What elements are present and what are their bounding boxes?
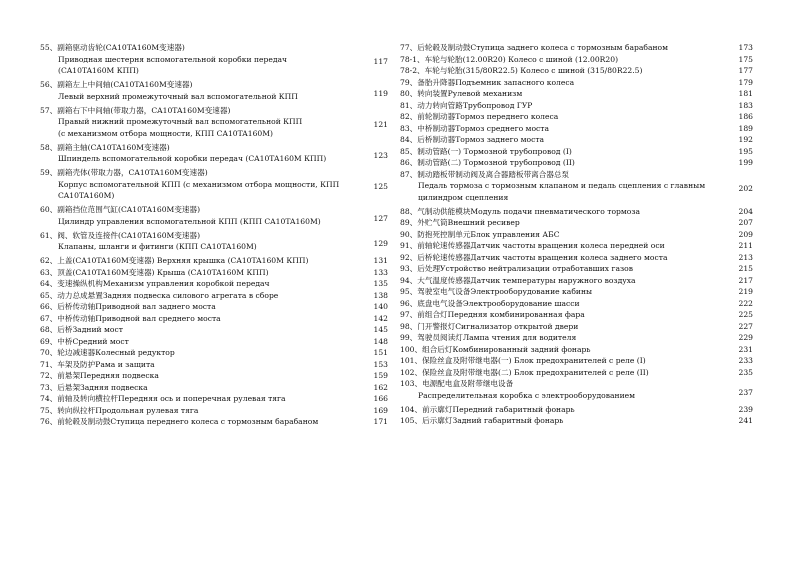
toc-page-number: 215 [738,264,753,273]
toc-page-number: 131 [373,256,388,265]
toc-entry [40,382,388,394]
toc-entry [40,255,388,267]
toc-entry-title: 94、大气温度传感器Датчик температуры наружного воздуха [400,275,636,285]
toc-page-number: 153 [373,359,388,369]
toc-entry-title: 69、中桥Средний мост [40,336,129,346]
toc-entry-translation: Корпус вспомогательной КПП (с механизмом отбора мощности, КПП [58,179,340,189]
toc-entry-title: 95、驾驶室电气设备Электрооборудование кабины [400,287,593,296]
toc-entry [40,105,388,140]
toc-entry-title: 78-2、车轮与轮胎(315/80R22.5) Колесо с шиной (315/80R22.5) [400,66,643,75]
toc-page-number: 207 [738,218,753,227]
toc-page-number: 195 [738,146,753,156]
toc-entry [40,336,388,348]
toc-entry [400,169,753,204]
toc-page-number: 145 [373,325,388,334]
toc-entry [400,146,753,158]
toc-page-number: 233 [738,356,753,365]
toc-entry-translation: Клапаны, шланги и фитинги (КПП CA10TA160M) [58,242,257,251]
toc-entry [400,111,753,123]
toc-column-right [400,42,753,427]
toc-page-number: 133 [373,267,388,277]
toc-entry [40,313,388,325]
toc-page-number: 138 [373,290,388,300]
toc-column-left [40,42,388,428]
toc-entry-title: 77、后轮毂及制动鼓Ступица заднего колеса с тормозным барабаном [400,43,669,52]
toc-page-number: 183 [738,100,753,110]
toc-page-number: 169 [373,405,388,415]
toc-entry [400,42,753,54]
toc-entry-title: 105、后示廓灯Задний габаритный фонарь [400,416,564,425]
toc-entry-title: 71、车架及防护Рама и защита [40,359,155,369]
toc-entry-title: 92、后桥轮速传感器Датчик частоты вращения колеса заднего моста [400,252,668,262]
toc-page-number: 123 [373,151,388,160]
toc-entry-translation: (с механизмом отбора мощности, КПП CA10TA160M) [58,128,273,138]
toc-entry [40,393,388,405]
toc-page-number: 135 [373,279,388,288]
toc-page-number: 219 [738,287,753,296]
toc-entry-title: 84、后桥制动器Тормоз заднего моста [400,135,545,144]
toc-entry-title: 67、中桥传动轴Приводной вал среднего моста [40,313,221,323]
toc-page-number: 179 [738,77,753,87]
toc-entry-title: 98、门开警报灯Сигнализатор открытой двери [400,321,579,331]
toc-entry [40,324,388,336]
toc-page-number: 159 [373,371,388,380]
toc-page-number: 227 [738,321,753,331]
toc-entry-title: 85、制动管路(一) Тормозной трубопровод (I) [400,146,572,156]
toc-entry-title: 55、副箱驱动齿轮(CA10TA160M变速器) [40,43,185,52]
toc-page-number: 173 [738,43,753,52]
toc-entry-title: 70、轮边减速器Колесный редуктор [40,348,175,357]
toc-page-number: 235 [738,367,753,377]
toc-entry [400,309,753,321]
toc-page-number: 204 [738,206,753,216]
toc-page-number: 209 [738,229,753,239]
toc-page-number: 229 [738,333,753,342]
toc-entry [40,79,388,102]
toc-entry-title: 90、防抱死控制单元Блок управления АБС [400,229,560,239]
toc-entry-title: 82、前轮制动器Тормоз переднего колеса [400,112,559,121]
toc-entry-title: 76、前轮毂及制动鼓Ступица переднего колеса с тормозным барабаном [40,417,319,426]
toc-entry-title: 57、副箱右下中间轴(带取力器，CA10TA160M变速器) [40,105,231,115]
toc-entry [400,100,753,112]
toc-entry [400,355,753,367]
toc-entry [400,54,753,66]
toc-entry [40,142,388,165]
toc-entry-title: 101、保险丝盒及附带继电器(一) Блок предохранителей с реле (I) [400,356,646,365]
toc-entry-title: 64、变速操纵机构Механизм управления коробкой передач [40,279,270,288]
toc-entry [40,370,388,382]
toc-entry-title: 56、副箱左上中间轴(CA10TA160M变速器) [40,80,193,89]
toc-page-number: 181 [738,89,753,98]
toc-entry-title: 73、后悬架Задняя подвеска [40,382,148,392]
toc-entry-translation: Левый верхний промежуточный вал вспомогательной КПП [58,91,298,101]
toc-entry-title: 103、电源配电盒及附带继电设备 [400,379,514,388]
toc-entry [400,344,753,356]
toc-page-number: 177 [738,66,753,75]
toc-entry-title: 78-1、车轮与轮胎(12.00R20) Колесо с шиной (12.00R20) [400,54,619,64]
toc-page-number: 186 [738,112,753,121]
toc-page-number: 211 [738,241,753,250]
toc-entry-title: 83、中桥制动器Тормоз среднего моста [400,123,550,133]
toc-entry [400,321,753,333]
toc-page-number: 239 [738,404,753,414]
toc-page-number: 140 [373,302,388,311]
toc-entry-title: 59、副箱壳体(带取力器，CA10TA160M变速器) [40,168,208,177]
toc-entry-translation: Цилиндр управления вспомогательной КПП (КПП CA10TA160M) [58,216,321,226]
toc-entry [40,347,388,359]
toc-page-number: 241 [738,416,753,425]
toc-entry-translation: цилиндром сцепления [418,192,509,202]
toc-entry-title: 80、转向装置Рулевой механизм [400,89,523,98]
toc-page-number: 162 [373,382,388,392]
toc-page-number: 119 [373,88,388,98]
toc-entry-title: 61、阀、软管及连接件(CA10TA160M变速器) [40,230,201,240]
toc-page-number: 213 [738,252,753,262]
toc-page-number: 189 [738,123,753,133]
toc-entry [400,252,753,264]
toc-entry [400,367,753,379]
toc-entry [40,290,388,302]
toc-entry [400,378,753,401]
toc-page-number: 151 [373,348,388,357]
toc-entry [400,157,753,169]
toc-entry-title: 99、驾驶员阅读灯Лампа чтения для водителя [400,333,577,342]
toc-entry-title: 96、底盘电气设备Электрооборудование шасси [400,298,580,308]
toc-entry-title: 65、动力总成悬置Задняя подвеска силового агрегата в сборе [40,290,279,300]
toc-page-number: 225 [738,310,753,319]
toc-page-number: 231 [738,344,753,354]
toc-entry-title: 91、前轴轮速传感器Датчик частоты вращения колеса передней оси [400,241,665,250]
toc-entry-title: 62、上盖(CA10TA160M变速器) Верхняя крышка (CA10TA160M КПП) [40,256,309,265]
toc-page-number: 127 [373,213,388,223]
toc-entry-translation: Правый нижний промежуточный вал вспомогательной КПП [58,117,303,126]
toc-entry-title: 74、前轴及转向横拉杆Передняя ось и поперечная рулевая тяга [40,394,286,403]
toc-entry-translation: CA10TA160M) [58,191,115,200]
toc-entry-title: 75、转向纵拉杆Продольная рулевая тяга [40,405,199,415]
toc-entry-translation: (CA10TA160M КПП) [58,66,139,75]
toc-page-number: 237 [738,387,753,397]
toc-entry [400,206,753,218]
toc-entry-title: 89、外贮气筒Внешний ресивер [400,218,520,227]
toc-entry-title: 81、动力转向管路Трубопровод ГУР [400,100,533,110]
toc-entry-title: 86、制动管路(二) Тормозной трубопровод (II) [400,158,575,167]
toc-page-number: 142 [373,313,388,323]
toc-entry [400,286,753,298]
toc-entry [400,217,753,229]
toc-entry-title: 88、气制动供能模块Модуль подачи пневматического тормоза [400,206,641,216]
toc-page-number: 121 [373,119,388,129]
toc-entry [40,204,388,227]
toc-entry [40,416,388,428]
toc-entry [400,415,753,427]
toc-page-number: 129 [373,239,388,248]
toc-entry-title: 104、前示廓灯Передний габаритный фонарь [400,404,575,414]
toc-page-number: 217 [738,275,753,285]
toc-entry [400,134,753,146]
toc-entry-translation: Приводная шестерня вспомогательной коробки передач [58,54,288,64]
toc-entry [400,123,753,135]
toc-entry-title: 66、后桥传动轴Приводной вал заднего моста [40,302,216,311]
toc-entry [40,167,388,202]
toc-entry [400,88,753,100]
toc-page-number: 117 [373,57,388,66]
toc-entry-title: 100、组合后灯Комбинированный задний фонарь [400,344,591,354]
toc-entry-title: 79、备胎升降器Подъемник запасного колеса [400,77,575,87]
toc-entry-title: 72、前悬架Передняя подвеска [40,371,159,380]
toc-entry [400,275,753,287]
toc-page-number: 171 [373,417,388,426]
toc-entry [40,267,388,279]
toc-entry-title: 87、制动踏板带制动阀及离合器踏板带离合器总泵 [400,169,570,179]
toc-entry-translation: Педаль тормоза с тормозным клапаном и педаль сцепления с главным [418,181,706,190]
toc-entry [400,298,753,310]
toc-entry [400,65,753,77]
toc-page-number: 199 [738,158,753,167]
toc-entry [40,359,388,371]
toc-entry [400,240,753,252]
toc-page-number: 202 [738,183,753,193]
toc-entry-title: 93、后处理Устройство нейтрализации отработавших газов [400,264,633,273]
toc-entry [40,42,388,77]
toc-entry [400,263,753,275]
toc-entry-title: 63、顶盖(CA10TA160M变速器) Крыша (CA10TA160M КПП) [40,267,269,277]
toc-entry-translation: Распределительная коробка с электрооборудованием [418,390,636,400]
toc-entry [40,405,388,417]
toc-entry [40,230,388,253]
toc-page-number: 166 [373,394,388,403]
toc-entry-translation: Шпиндель вспомогательной коробки передач (CA10TA160M КПП) [58,154,327,163]
toc-entry [400,404,753,416]
toc-entry-title: 58、副箱主轴(CA10TA160M变速器) [40,142,170,152]
toc-page-number: 175 [738,54,753,64]
toc-page-number: 222 [738,298,753,308]
toc-entry-title: 60、副箱挡位范围气缸(CA10TA160M变速器) [40,205,201,214]
toc-entry-title: 68、后桥Задний мост [40,325,123,334]
toc-entry-title: 97、前组合灯Передняя комбинированная фара [400,310,585,319]
toc-entry-title: 102、保险丝盒及附带继电器(二) Блок предохранителей с реле (II) [400,367,649,377]
toc-entry [400,332,753,344]
toc-page-number: 125 [373,182,388,191]
toc-entry [40,278,388,290]
toc-page-number: 148 [373,336,388,346]
toc-entry [400,229,753,241]
toc-entry [40,301,388,313]
toc-page-number: 192 [738,135,753,144]
toc-entry [400,77,753,89]
